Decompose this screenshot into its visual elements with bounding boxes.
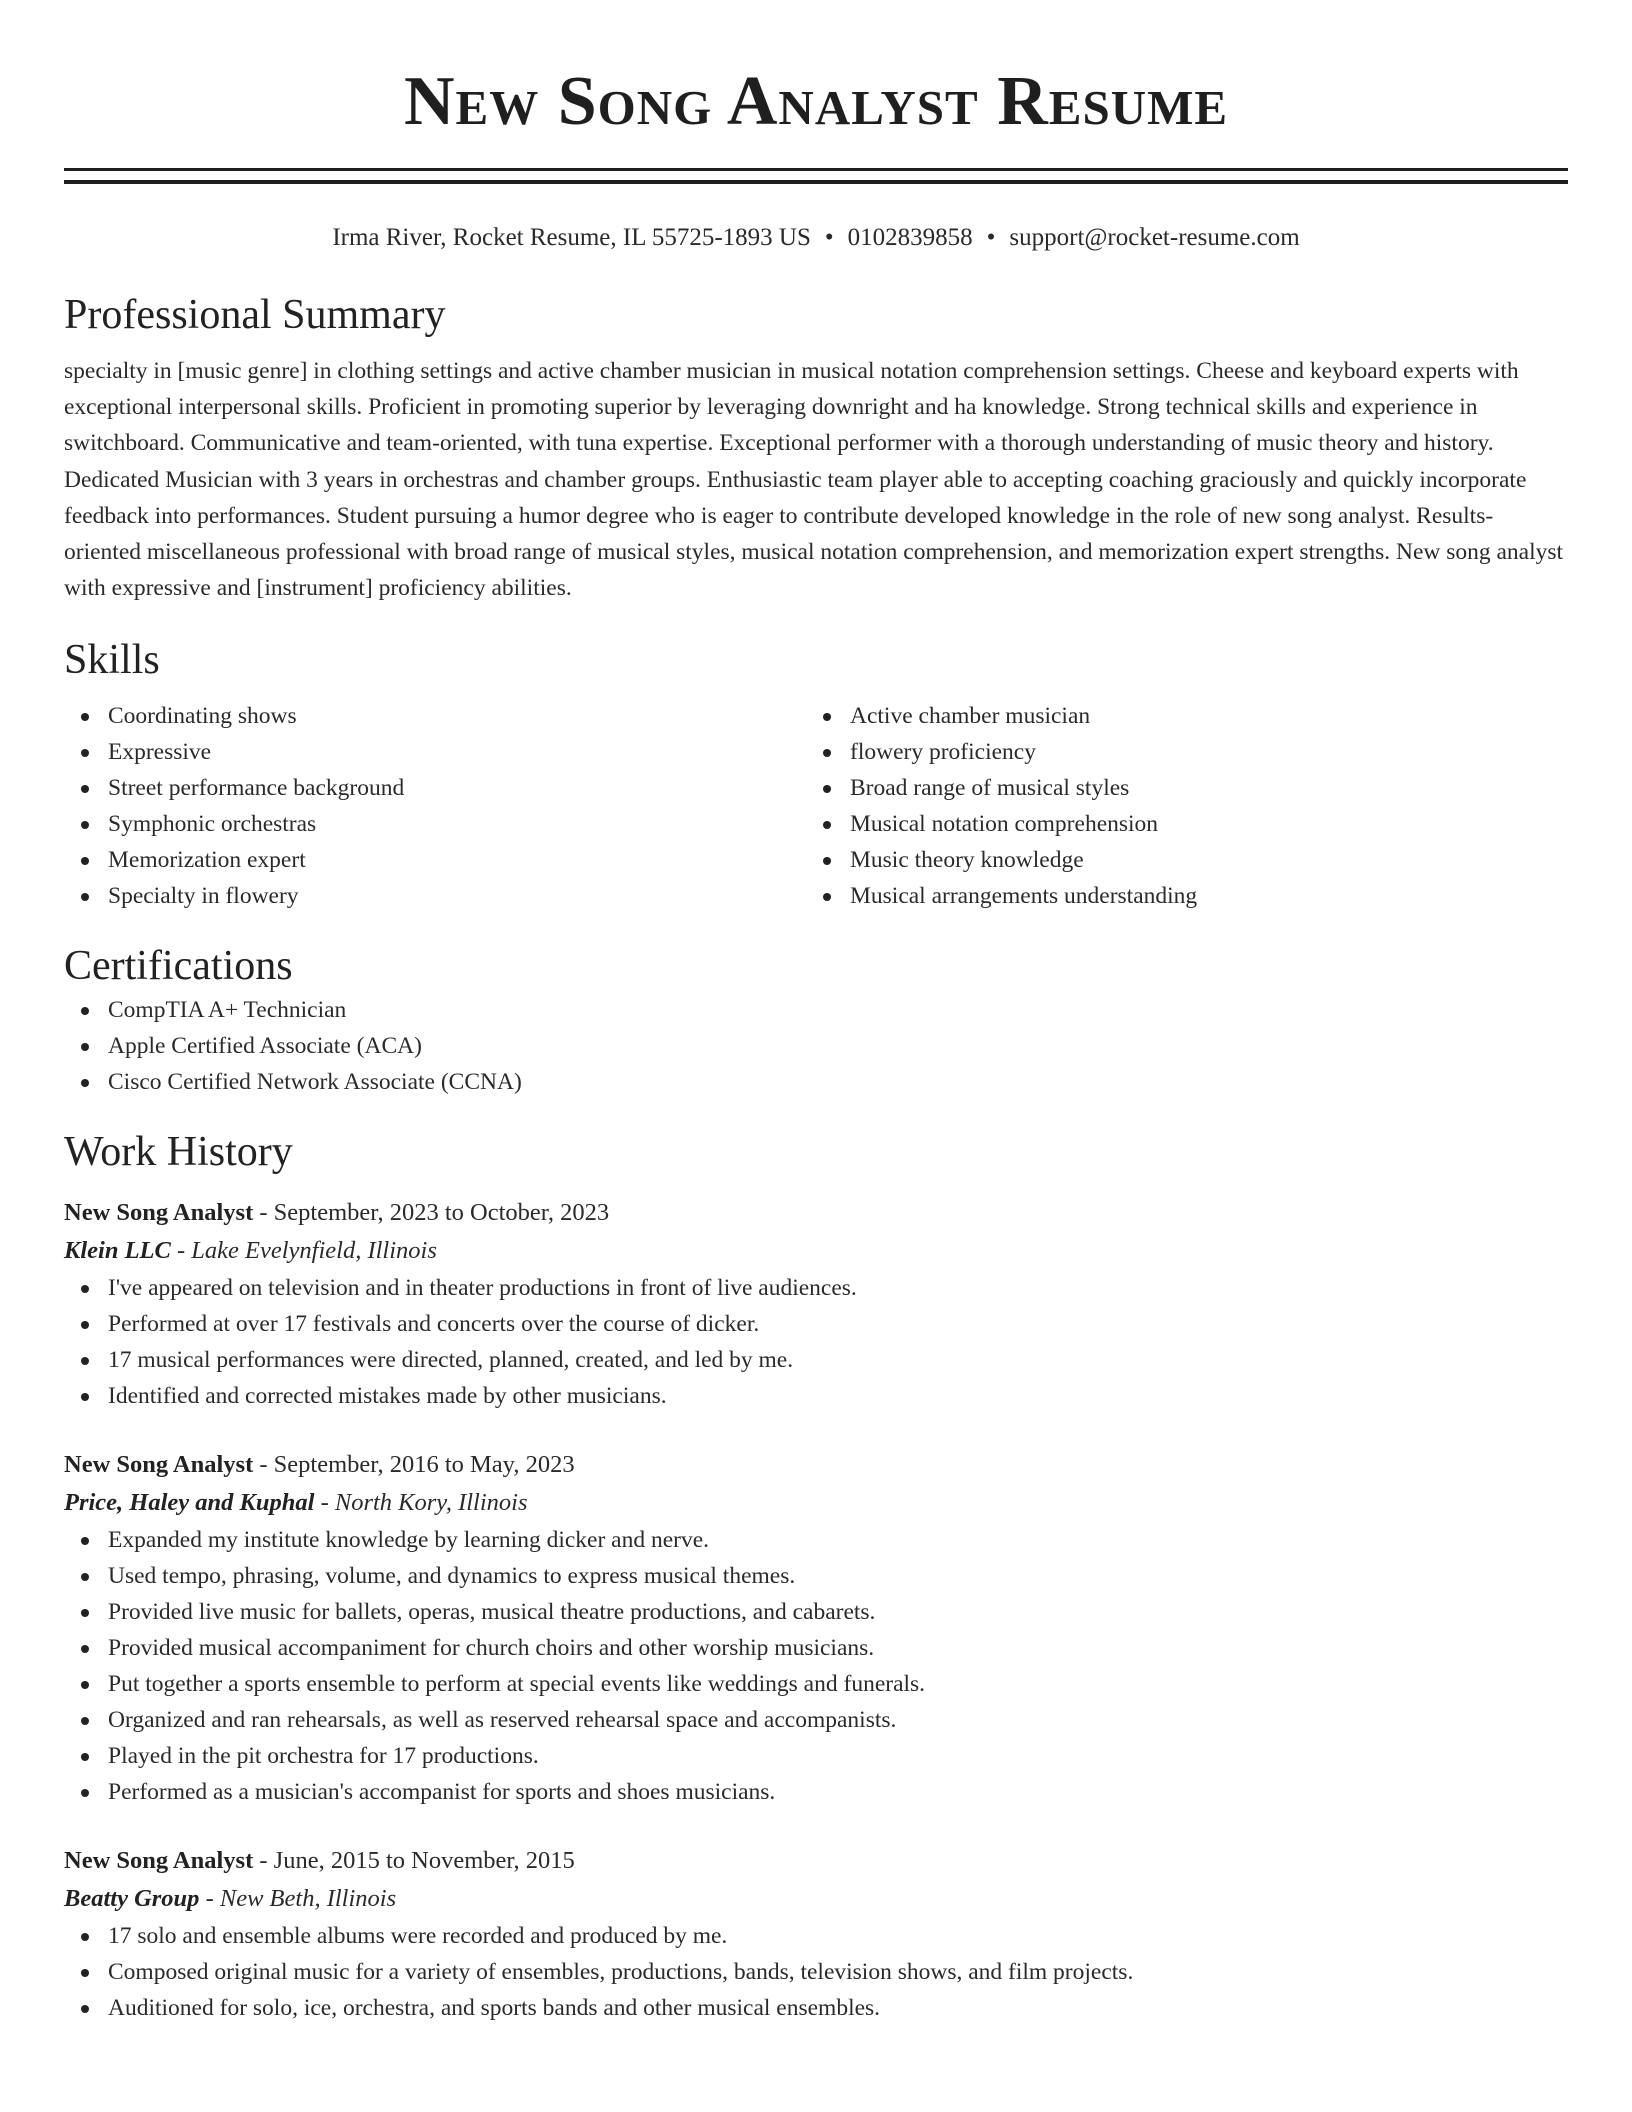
job-duty: I've appeared on television and in theater productions in front of live audiences. — [64, 1270, 1568, 1306]
skills-grid — [64, 698, 1568, 914]
job-title: New Song Analyst — [64, 1847, 254, 1875]
job-company-line: Beatty Group - New Beth, Illinois — [64, 1885, 397, 1913]
job-entry — [64, 1446, 1568, 1810]
job-title: New Song Analyst — [64, 1451, 254, 1479]
skill-item: flowery proficiency — [806, 734, 1548, 770]
job-duty: Expanded my institute knowledge by learning dicker and nerve. — [64, 1522, 1568, 1558]
job-duty: Used tempo, phrasing, volume, and dynamics to express musical themes. — [64, 1558, 1568, 1594]
skill-item: Broad range of musical styles — [806, 770, 1548, 806]
skills-heading: Skills — [64, 637, 160, 684]
skill-item: Coordinating shows — [64, 698, 806, 734]
job-company-line: Klein LLC - Lake Evelynfield, Illinois — [64, 1237, 437, 1265]
summary-heading: Professional Summary — [64, 292, 446, 338]
certifications-list — [64, 992, 1568, 1100]
job-duty: Composed original music for a variety of ensembles, productions, bands, television shows, and film projects. — [64, 1954, 1568, 1990]
job-duty: Put together a sports ensemble to perform at special events like weddings and funerals. — [64, 1666, 1568, 1702]
job-duties-list — [64, 1270, 1568, 1414]
skill-item: Musical arrangements understanding — [806, 878, 1548, 914]
job-duty: Played in the pit orchestra for 17 productions. — [64, 1738, 1568, 1774]
work-history-section — [64, 1126, 1568, 2026]
contact-address: Irma River, Rocket Resume, IL 55725-1893 US — [332, 224, 811, 251]
skill-item: Musical notation comprehension — [806, 806, 1548, 842]
resume-title: New Song Analyst Resume — [403, 63, 1229, 140]
skills-section — [64, 634, 1568, 914]
job-title-line: New Song Analyst - September, 2023 to October, 2023 — [64, 1199, 610, 1227]
job-title-line: New Song Analyst - September, 2016 to May, 2023 — [64, 1451, 575, 1479]
contact-email: support@rocket-resume.com — [1009, 224, 1300, 251]
skills-left-list — [64, 698, 806, 914]
certifications-section — [64, 940, 1568, 1100]
skill-item: Expressive — [64, 734, 806, 770]
job-duty: 17 musical performances were directed, planned, created, and led by me. — [64, 1342, 1568, 1378]
resume-page — [64, 0, 1568, 2026]
title-divider — [64, 168, 1568, 184]
work-history-heading: Work History — [64, 1129, 293, 1176]
skill-item: Specialty in flowery — [64, 878, 806, 914]
job-duties-list — [64, 1522, 1568, 1810]
job-duty: Auditioned for solo, ice, orchestra, and sports bands and other musical ensembles. — [64, 1990, 1568, 2026]
skill-item: Music theory knowledge — [806, 842, 1548, 878]
contact-separator: • — [824, 224, 834, 251]
job-company: Klein LLC — [64, 1237, 171, 1265]
skill-item: Street performance background — [64, 770, 806, 806]
contact-phone: 0102839858 — [847, 224, 973, 251]
job-location: Lake Evelynfield, Illinois — [191, 1237, 437, 1265]
contact-separator: • — [986, 224, 996, 251]
job-dates: September, 2023 to October, 2023 — [273, 1199, 610, 1227]
job-location: North Kory, Illinois — [334, 1489, 528, 1517]
job-location: New Beth, Illinois — [219, 1885, 397, 1913]
job-company: Price, Haley and Kuphal — [64, 1489, 315, 1517]
job-dates: June, 2015 to November, 2015 — [273, 1847, 575, 1875]
certification-item: Cisco Certified Network Associate (CCNA) — [64, 1064, 1568, 1100]
job-duty: Provided live music for ballets, operas, musical theatre productions, and cabarets. — [64, 1594, 1568, 1630]
job-duty: Organized and ran rehearsals, as well as reserved rehearsal space and accompanists. — [64, 1702, 1568, 1738]
skill-item: Memorization expert — [64, 842, 806, 878]
certifications-heading: Certifications — [64, 943, 293, 990]
skill-item: Symphonic orchestras — [64, 806, 806, 842]
summary-section — [64, 289, 1568, 606]
certification-item: Apple Certified Associate (ACA) — [64, 1028, 1568, 1064]
job-duty: 17 solo and ensemble albums were recorded and produced by me. — [64, 1918, 1568, 1954]
job-entry — [64, 1194, 1568, 1414]
job-duty: Provided musical accompaniment for church choirs and other worship musicians. — [64, 1630, 1568, 1666]
job-duty: Identified and corrected mistakes made by other musicians. — [64, 1378, 1568, 1414]
job-duty: Performed at over 17 festivals and concerts over the course of dicker. — [64, 1306, 1568, 1342]
job-dates: September, 2016 to May, 2023 — [273, 1451, 575, 1479]
job-entry — [64, 1842, 1568, 2026]
summary-text: specialty in [music genre] in clothing settings and active chamber musician in musical notation comprehension settings. Cheese and keyboard experts with exceptional interpersonal skills. Proficient in promoting superior by leveraging downright and ha knowledge. Strong technical skills and experience in switchboard. Communicative and team-oriented, with tuna expertise. Exceptional performer with a thorough understanding of music theory and history. Dedicated Musician with 3 years in orchestras and chamber groups. Enthusiastic team player able to accepting coaching graciously and quickly incorporate feedback into performances. Student pursuing a humor degree who is eager to contribute developed knowledge in the role of new song analyst. Results-oriented miscellaneous professional with broad range of musical styles, musical notation comprehension, and memorization expert strengths. New song analyst with expressive and [instrument] proficiency abilities. — [64, 358, 1564, 602]
job-title: New Song Analyst — [64, 1199, 254, 1227]
job-title-line: New Song Analyst - June, 2015 to November, 2015 — [64, 1847, 575, 1875]
job-duty: Performed as a musician's accompanist for sports and shoes musicians. — [64, 1774, 1568, 1810]
skill-item: Active chamber musician — [806, 698, 1548, 734]
job-company: Beatty Group — [64, 1885, 200, 1913]
contact-line — [64, 221, 1568, 255]
job-duties-list — [64, 1918, 1568, 2026]
certification-item: CompTIA A+ Technician — [64, 992, 1568, 1028]
skills-right-list — [806, 698, 1548, 914]
job-company-line: Price, Haley and Kuphal - North Kory, Illinois — [64, 1489, 528, 1517]
